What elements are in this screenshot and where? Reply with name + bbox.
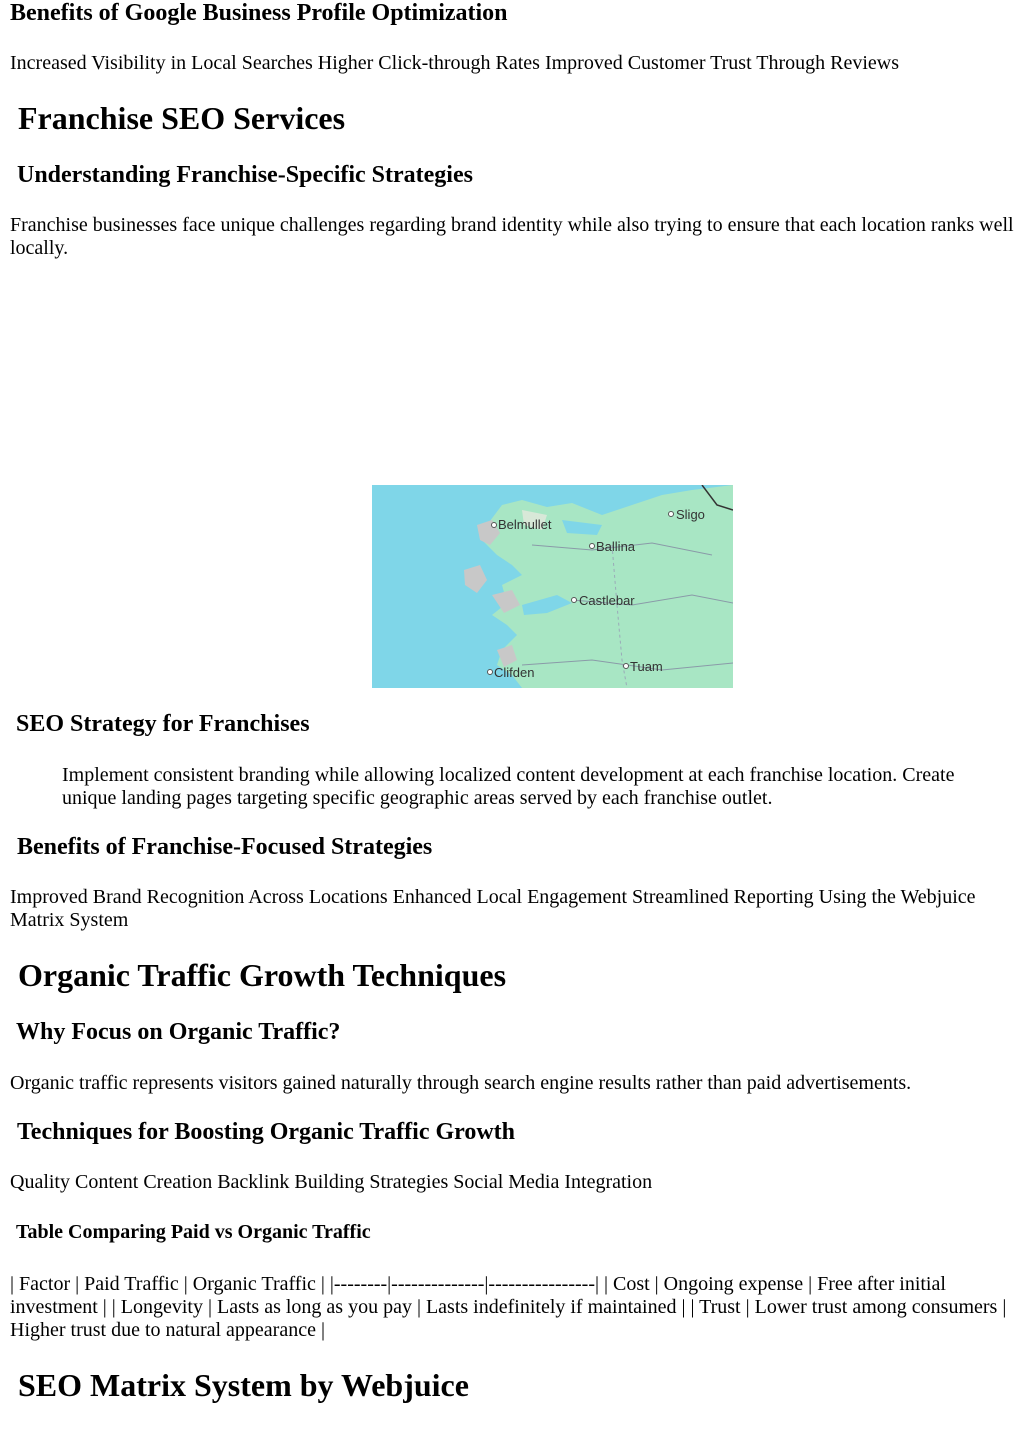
franchise-benefits-text: Improved Brand Recognition Across Locations Enhanced Local Engagement Streamlined Reporting Using the Webjuice Matrix System [10,886,976,931]
place-label-sligo: Sligo [676,507,705,522]
marker-icon [624,664,629,669]
understanding-heading: Understanding Franchise-Specific Strategies [17,162,473,188]
techniques-heading: Techniques for Boosting Organic Traffic Growth [17,1119,516,1145]
franchise-heading: Franchise SEO Services [18,100,346,136]
place-label-clifden: Clifden [494,665,535,680]
matrix-heading: SEO Matrix System by Webjuice [18,1367,469,1403]
marker-icon [669,512,674,517]
techniques-text: Quality Content Creation Backlink Building Strategies Social Media Integration [10,1171,653,1193]
understanding-text: Franchise businesses face unique challenges regarding brand identity while also trying to ensure that each location ranks well locally. [10,214,1014,259]
strategy-text: Implement consistent branding while allowing localized content development at each franchise location. Create unique landing pages targeting specific geographic areas served by each franchise outlet. [62,764,955,809]
strategy-heading: SEO Strategy for Franchises [16,711,310,737]
marker-icon [488,670,493,675]
map-graphic [372,485,733,688]
marker-icon [492,523,497,528]
gbp-benefits-heading: Benefits of Google Business Profile Optimization [10,0,508,26]
table-heading: Table Comparing Paid vs Organic Traffic [16,1221,371,1243]
marker-icon [590,544,595,549]
franchise-benefits-heading: Benefits of Franchise-Focused Strategies [17,834,433,860]
place-label-ballina: Ballina [596,539,636,554]
why-heading: Why Focus on Organic Traffic? [16,1019,341,1045]
table-text: | Factor | Paid Traffic | Organic Traffic | |--------|--------------|----------------| | Cost | Ongoing expense | Free after initial investment | | Longevity | Lasts as long as you pay | Lasts indefinitely if maintained | | Trust | Lower trust among consumers | Higher trust due to natural appearance | [10,1273,1007,1341]
place-label-castlebar: Castlebar [579,593,635,608]
place-label-tuam: Tuam [630,659,663,674]
place-label-belmullet: Belmullet [498,517,552,532]
why-text: Organic traffic represents visitors gained naturally through search engine results rather than paid advertisements. [10,1072,912,1094]
gbp-benefits-text: Increased Visibility in Local Searches Higher Click-through Rates Improved Customer Trust Through Reviews [10,52,900,74]
map-image [372,485,733,688]
marker-icon [572,598,577,603]
organic-heading: Organic Traffic Growth Techniques [18,957,507,993]
